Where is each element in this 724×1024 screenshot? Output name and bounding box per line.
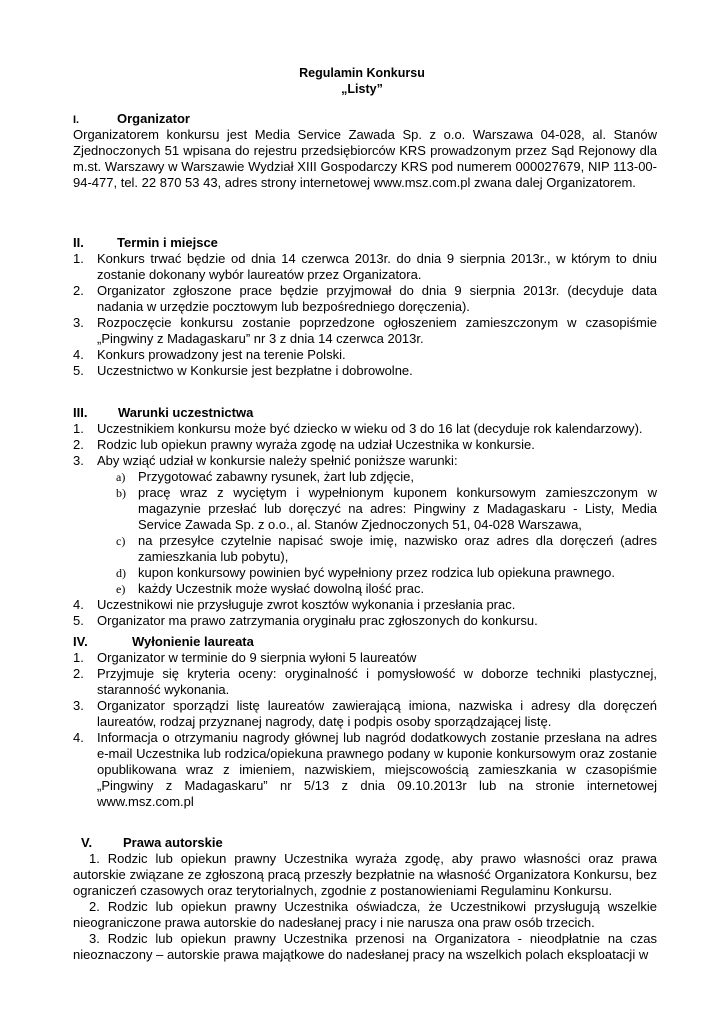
list-item — [73, 698, 657, 730]
item-number: 4. — [73, 597, 84, 612]
item-number: 4. — [73, 347, 84, 362]
section-title: Prawa autorskie — [123, 835, 223, 850]
section-heading — [81, 835, 657, 851]
section-number: IV. — [73, 634, 88, 649]
item-number: 2. — [73, 666, 84, 681]
sub-item-letter: b) — [116, 486, 126, 500]
numbered-list — [73, 421, 657, 469]
sub-item-text: na przesyłce czytelnie napisać swoje imię, nazwisko oraz adres dla doręczeń (adres zamieszkania lub pobytu), — [138, 533, 657, 564]
section-title: Termin i miejsce — [117, 235, 218, 250]
list-item — [73, 453, 657, 469]
section-number: V. — [81, 835, 93, 850]
list-item — [73, 363, 657, 379]
list-item — [73, 347, 657, 363]
numbered-list — [73, 650, 657, 810]
item-number: 5. — [73, 613, 84, 628]
item-text: Uczestnikiem konkursu może być dziecko w wieku od 3 do 16 lat (decyduje rok kalendarzowy). — [97, 421, 643, 436]
item-text: Uczestnictwo w Konkursie jest bezpłatne i dobrowolne. — [97, 363, 413, 378]
item-text: Rozpoczęcie konkursu zostanie poprzedzone ogłoszeniem zamieszczonym w czasopiśmie „Pingwiny z Madagaskaru” nr 3 z dnia 14 czerwca 2013r. — [97, 315, 657, 346]
sub-item-text: każdy Uczestnik może wysłać dowolną ilość prac. — [138, 581, 425, 596]
list-item — [73, 315, 657, 347]
sub-item-letter: e) — [116, 582, 126, 596]
section-termin — [73, 235, 657, 379]
list-item — [73, 650, 657, 666]
list-item — [73, 251, 657, 283]
item-number: 2. — [73, 283, 84, 298]
sub-item — [73, 469, 657, 485]
list-item — [73, 597, 657, 613]
section-heading — [73, 634, 657, 650]
section-wylonienie — [73, 634, 657, 810]
section-prawa-autorskie — [73, 835, 657, 963]
section-title: Warunki uczestnictwa — [118, 405, 254, 420]
item-number: 4. — [73, 730, 84, 745]
document-title: Regulamin Konkursu — [299, 66, 425, 80]
numbered-list-continued — [73, 597, 657, 629]
section-number: I. — [73, 114, 80, 126]
item-text: Informacja o otrzymaniu nagrody głównej lub nagród dodatkowych zostanie przesłana na adres e-mail Uczestnika lub rodzica/opiekuna prawnego podany w kuponie konkursowym oraz zostanie opublikowana wraz z imieniem, nazwiskiem, miejscowością zamieszkania w czasopiśmie „Pingwiny z Madagaskaru” nr 5/13 z dnia 09.10.2013r lub na stronie internetowej www.msz.com.pl — [97, 730, 657, 809]
list-item — [73, 421, 657, 437]
clause: 3. Rodzic lub opiekun prawny Uczestnika przenosi na Organizatora - nieodpłatnie na czas nieoznaczony – autorskie prawa majątkowe do nadesłanej pracy na wszelkich polach eksploatacji w — [73, 931, 657, 962]
list-item — [73, 613, 657, 629]
section-paragraph: Organizatorem konkursu jest Media Service Zawada Sp. z o.o. Warszawa 04-028, al. Stanów Zjednoczonych 51 wpisana do rejestru przedsiębiorców KRS prowadzonym przez Sąd Rejonowy dla m.st. Warszawy w Warszawie Wydział XIII Gospodarczy KRS pod numerem 000027679, NIP 113-00-94-477, tel. 22 870 53 43, adres strony internetowej www.msz.com.pl zwana dalej Organizatorem. — [73, 127, 657, 190]
list-item — [73, 283, 657, 315]
item-text: Aby wziąć udział w konkursie należy spełnić poniższe warunki: — [97, 453, 458, 468]
sub-item — [73, 565, 657, 581]
item-text: Organizator ma prawo zatrzymania oryginału prac zgłoszonych do konkursu. — [97, 613, 538, 628]
sub-item — [73, 533, 657, 565]
list-item — [73, 666, 657, 698]
item-text: Organizator zgłoszone prace będzie przyjmował do dnia 9 sierpnia 2013r. (decyduje data nadania w urzędzie pocztowym lub bezpośredniego doręczenia). — [97, 283, 657, 314]
section-title: Wyłonienie laureata — [132, 634, 254, 649]
sub-item — [73, 581, 657, 597]
item-number: 2. — [73, 437, 84, 452]
item-number: 3. — [73, 315, 84, 330]
clause: 1. Rodzic lub opiekun prawny Uczestnika wyraża zgodę, aby prawo własności oraz prawa autorskie związane ze zgłoszoną pracą przeszły bezpłatnie na własność Organizatora Konkursu, bez ograniczeń czasowych oraz terytorialnych, zgodnie z postanowieniami Regulaminu Konkursu. — [73, 851, 657, 898]
section-organizator — [73, 111, 657, 191]
sub-item-text: pracę wraz z wyciętym i wypełnionym kuponem konkursowym zamieszczonym w magazynie przesłać lub doręczyć na adres: Pingwiny z Madagaskaru - Listy, Media Service Zawada Sp. z o.o., al. Stanów Zjednoczonych 51, 04-028 Warszawa, — [138, 485, 657, 532]
section-number: II. — [73, 235, 84, 250]
item-number: 3. — [73, 698, 84, 713]
document-subtitle: „Listy” — [341, 82, 383, 96]
item-text: Konkurs trwać będzie od dnia 14 czerwca 2013r. do dnia 9 sierpnia 2013r., w którym to dniu zostanie dokonany wybór laureatów przez Organizatora. — [97, 251, 657, 282]
section-title: Organizator — [117, 111, 190, 126]
section-heading — [73, 111, 657, 127]
section-warunki — [73, 405, 657, 629]
sub-item-letter: c) — [116, 534, 126, 548]
item-text: Organizator sporządzi listę laureatów zawierającą imiona, nazwiska i adresy dla doręczeń laureatów, rodzaj przyznanej nagrody, datę i podpis osoby sporządzającej listę. — [97, 698, 657, 729]
item-number: 1. — [73, 251, 84, 266]
item-text: Przyjmuje się kryteria oceny: oryginalność i pomysłowość w doborze techniki plastycznej, staranność wykonania. — [97, 666, 657, 697]
section-number: III. — [73, 405, 88, 420]
sub-item-letter: a) — [116, 470, 126, 484]
sub-item-text: kupon konkursowy powinien być wypełniony przez rodzica lub opiekuna prawnego. — [138, 565, 615, 580]
item-number: 1. — [73, 421, 84, 436]
numbered-list — [73, 251, 657, 379]
lettered-list — [73, 469, 657, 597]
item-number: 3. — [73, 453, 84, 468]
item-text: Uczestnikowi nie przysługuje zwrot kosztów wykonania i przesłania prac. — [97, 597, 516, 612]
item-text: Konkurs prowadzony jest na terenie Polski. — [97, 347, 346, 362]
item-text: Organizator w terminie do 9 sierpnia wyłoni 5 laureatów — [97, 650, 417, 665]
list-item — [73, 730, 657, 810]
sub-item-text: Przygotować zabawny rysunek, żart lub zdjęcie, — [138, 469, 415, 484]
item-text: Rodzic lub opiekun prawny wyraża zgodę na udział Uczestnika w konkursie. — [97, 437, 535, 452]
sub-item-letter: d) — [116, 566, 126, 580]
section-heading — [73, 405, 657, 421]
sub-item — [73, 485, 657, 533]
item-number: 5. — [73, 363, 84, 378]
item-number: 1. — [73, 650, 84, 665]
section-heading — [73, 235, 657, 251]
clause: 2. Rodzic lub opiekun prawny Uczestnika oświadcza, że Uczestnikowi przysługują wszelkie nieograniczone prawa autorskie do nadesłanej pracy i nie narusza ona praw osób trzecich. — [73, 899, 657, 930]
list-item — [73, 437, 657, 453]
